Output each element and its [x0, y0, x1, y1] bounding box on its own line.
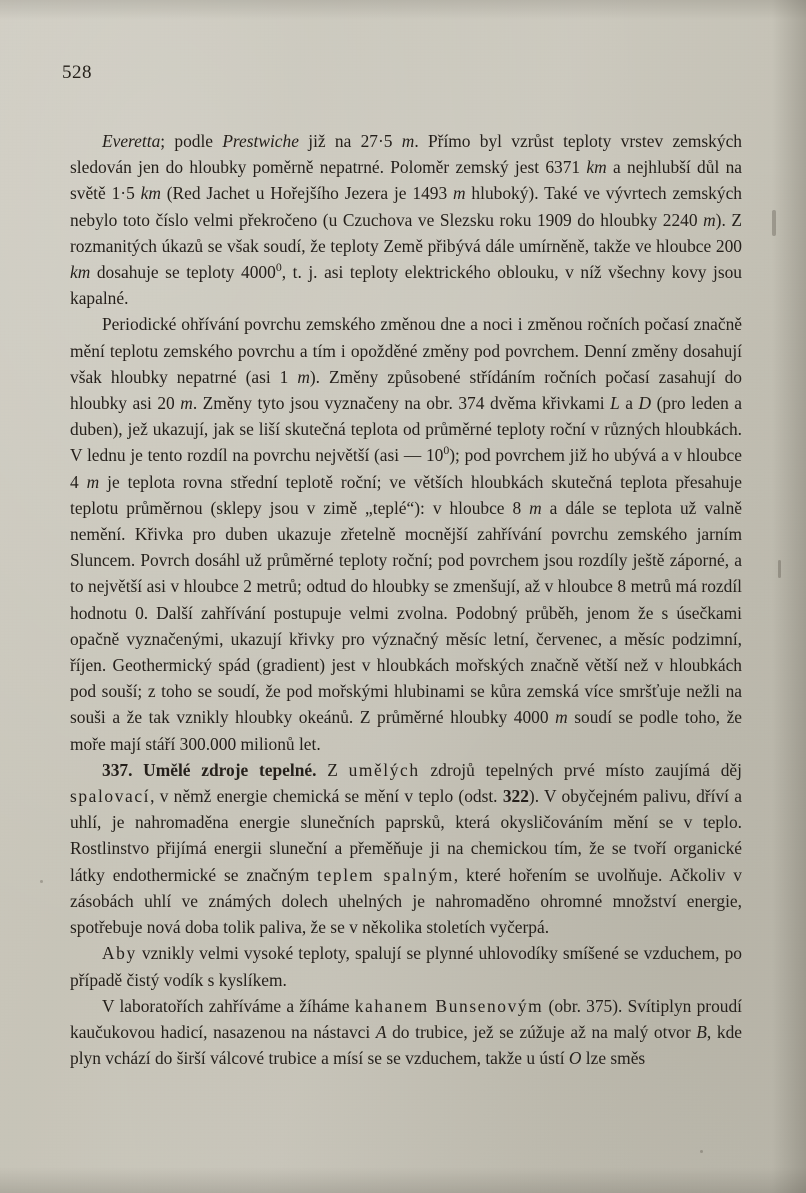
paragraph-4: Aby vznikly velmi vysoké teploty, spalují se plynné uhlovodíky smíšené se vzduchem, po případě čistý vodík s kyslíkem. — [70, 943, 742, 990]
page-top-shadow — [0, 0, 806, 20]
page-bottom-shadow — [0, 1167, 806, 1193]
paper-speck — [772, 210, 776, 236]
page-body-text — [70, 128, 742, 1071]
paper-speck — [778, 560, 781, 578]
paragraph-2: Periodické ohřívání povrchu zemského změnou dne a noci i změnou ročních počasí značně mění teplotu zemského povrchu a tím i opožděné změny pod povrchem. Denní změny dosahují však hloubky nepatrné (asi 1 m). Změny způsobené střídáním ročních počasí zasahují do hloubky asi 20 m. Změny tyto jsou vyznačeny na obr. 374 dvěma křivkami L a D (pro leden a duben), jež ukazují, jak se liší skutečná teplota od průměrné teploty roční v různých hloubkách. V lednu je tento rozdíl na povrchu největší (asi — $10^0$); pod povrchem již ho ubývá a v hloubce 4 m je teplota rovna střední teplotě roční; ve větších hloubkách skutečná teplota přesahuje teplotu průměrnou (sklepy jsou v zimě „teplé“): v hloubce 8 m a dále se teplota už valně nemění. Křivka pro duben ukazuje zřetelně mocnější zahřívání povrchu zemského jarním Sluncem. Povrch dosáhl už průměrné teploty roční; pod povrchem jsou rozdíly ještě záporné, a to největší asi v hloubce 2 metrů; odtud do hloubky se zmenšují, až v hloubce 8 metrů má rozdíl hodnotu 0. Další zahřívání postupuje velmi zvolna. Podobný průběh, jenom že s úsečkami opačně vyznačenými, ukazují křivky pro význačný měsíc letní, červenec, a měsíc podzimní, říjen. Geothermický spád (gradient) jest v hloubkách mořských značně větší než v hloubkách pod souší; z toho se soudí, že pod mořskými hlubinami se kůra zemská více smršťuje nežli na souši a že tak vznikly hloubky okeánů. Z průměrné hloubky 4000 m soudí se podle toho, že moře mají stáří 300.000 milionů let. — [70, 314, 743, 754]
page-number: 528 — [62, 62, 92, 83]
section-337-umele-zdroje-tepelne: 337. Umělé zdroje tepelné. Z umělých zdrojů tepelných prvé místo zaujímá děj spalovací, v němž energie chemická se mění v teplo (odst. 322). V obyčejném palivu, dříví a uhlí, je nahromaděna energie slunečních paprsků, která okysličováním mění se v teplo. Rostlinstvo přijímá energii sluneční a přeměňuje ji na chemickou tím, že se tvoří organické látky endothermické se značným teplem spalným, které hořením se uvolňuje. Ačkoliv v zásobách uhlí ve známých dolech uhelných je nahromaděno ohromné množství energie, spotřebuje nová doba tolik paliva, že se v několika stoletích vyčerpá. — [70, 759, 742, 938]
paragraph-5: V laboratořích zahříváme a žíháme kahanem Bunsenovým (obr. 375). Svítiplyn proudí kaučukovou hadicí, nasazenou na nástavci A do trubice, jež se zúžuje až na malý otvor B, kde plyn vchází do širší válcové trubice a mísí se se vzduchem, takže u ústí O lze směs — [70, 995, 743, 1069]
paper-speck — [40, 880, 43, 883]
page-right-shadow — [772, 0, 806, 1193]
paper-speck — [700, 1150, 703, 1153]
paragraph-1: Everetta; podle Prestwiche již na 27·5 m. Přímo byl vzrůst teploty vrstev zemských sledován jen do hloubky poměrně nepatrné. Poloměr zemský jest 6371 km a nejhlubší důl na světě 1·5 km (Red Jachet u Hořejšího Jezera je 1493 m hluboký). Také ve vývrtech zemských nebylo toto číslo velmi překročeno (u Czuchova ve Slezsku roku 1909 do hloubky 2240 m). Z rozmanitých úkazů se však soudí, že teploty Země přibývá dále umírněně, takže ve hloubce 200 km dosahuje se teploty 4000$^0$, t. j. asi teploty elektrického oblouku, v níž všechny kovy jsou kapalné. — [70, 131, 742, 309]
